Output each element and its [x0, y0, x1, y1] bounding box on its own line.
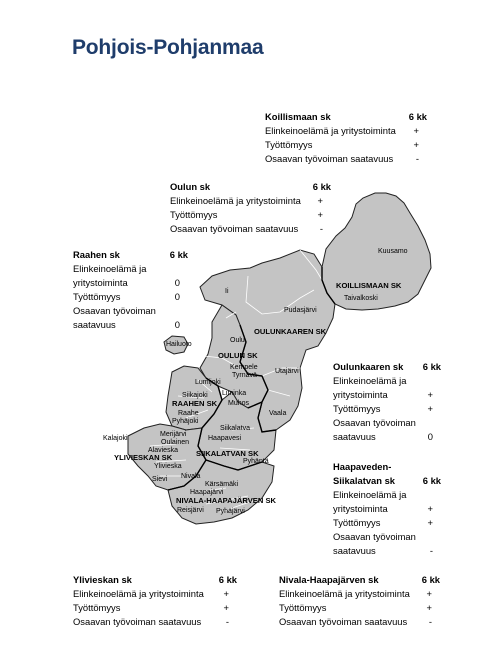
- region-label-raahe: RAAHEN SK: [172, 399, 218, 408]
- indicator-value: +: [426, 602, 432, 613]
- indicator-value: -: [428, 616, 432, 627]
- panel-count: 6 kk: [218, 574, 237, 585]
- municipality-label: Kempele: [230, 364, 258, 371]
- panel-ylivieska: [73, 573, 237, 629]
- indicator-value: +: [427, 503, 433, 514]
- indicator-label: Elinkeinoelämä ja yritystoiminta: [279, 588, 410, 599]
- municipality-label: Utajärvi: [275, 368, 299, 375]
- municipality-label: Oulainen: [161, 439, 190, 446]
- indicator-label: Elinkeinoelämä ja yritystoiminta: [333, 375, 407, 400]
- indicator-value: 0: [174, 277, 180, 288]
- municipality-label: Ii: [225, 288, 229, 295]
- indicator-value: +: [413, 125, 419, 136]
- municipality-label: Haapavesi: [208, 435, 242, 442]
- indicator-label: Työttömyys: [333, 517, 381, 528]
- municipality-label: Hailuoto: [166, 341, 192, 348]
- region-label-ylivieska: YLIVIESKAN SK: [114, 453, 173, 462]
- municipality-label: Lumijoki: [195, 379, 221, 386]
- panel-name: Nivala-Haapajärven sk: [279, 574, 379, 585]
- indicator-value: +: [426, 588, 432, 599]
- panel-count: 6 kk: [421, 574, 440, 585]
- municipality-label: Taivalkoski: [344, 295, 378, 302]
- indicator-value: +: [317, 209, 323, 220]
- indicator-value: +: [427, 403, 433, 414]
- region-label-koillismaa: KOILLISMAAN SK: [336, 281, 402, 290]
- municipality-label: Kalajoki: [103, 435, 128, 442]
- indicator-label: Työttömyys: [170, 209, 218, 220]
- indicator-value: -: [319, 223, 323, 234]
- panel-count: 6 kk: [422, 361, 441, 372]
- indicator-value: +: [317, 195, 323, 206]
- indicator-label: Työttömyys: [279, 602, 327, 613]
- municipality-label: Kärsämäki: [205, 481, 239, 488]
- indicator-value: -: [225, 616, 229, 627]
- indicator-label: Osaavan työvoiman saatavuus: [73, 616, 202, 627]
- indicator-label: Työttömyys: [73, 291, 121, 302]
- region-label-oulunkaari: OULUNKAAREN SK: [254, 327, 327, 336]
- municipality-label: Pyhäjoki: [172, 418, 199, 425]
- municipality-label: Liminka: [222, 390, 247, 397]
- indicator-value: +: [223, 602, 229, 613]
- region-label-siikalatva: SIIKALATVAN SK: [196, 449, 259, 458]
- panel-name: Haapaveden-Siikalatvan sk: [333, 461, 396, 486]
- panel-oulu: [170, 180, 331, 236]
- page-title: Pohjois-Pohjanmaa: [72, 36, 264, 59]
- indicator-label: Osaavan työvoiman saatavuus: [265, 153, 394, 164]
- indicator-label: Elinkeinoelämä ja yritystoiminta: [333, 489, 407, 514]
- municipality-label: Pyhäjärvi: [216, 508, 245, 515]
- indicator-label: Elinkeinoelämä ja yritystoiminta: [73, 588, 204, 599]
- panel-name: Koillismaan sk: [265, 111, 331, 122]
- indicator-label: Työttömyys: [73, 602, 121, 613]
- panel-name: Raahen sk: [73, 249, 120, 260]
- panel-count: 6 kk: [169, 249, 188, 260]
- indicator-label: Työttömyys: [333, 403, 381, 414]
- panel-koillismaa: [265, 110, 427, 166]
- municipality-label: Kuusamo: [378, 248, 408, 255]
- panel-haapavesi: [333, 460, 441, 558]
- indicator-label: Osaavan työvoiman saatavuus: [333, 417, 416, 442]
- indicator-value: -: [415, 153, 419, 164]
- indicator-value: -: [429, 545, 433, 556]
- indicator-label: Elinkeinoelämä ja yritystoiminta: [265, 125, 396, 136]
- municipality-label: Siikalatva: [220, 425, 250, 432]
- panel-name: Oulunkaaren sk: [333, 361, 404, 372]
- panel-oulunkaari: [333, 360, 441, 444]
- municipality-label: Sievi: [152, 476, 168, 483]
- municipality-label: Haapajärvi: [190, 489, 224, 496]
- indicator-value: 0: [427, 431, 433, 442]
- panel-name: Ylivieskan sk: [73, 574, 132, 585]
- panel-raahe: [73, 248, 188, 332]
- region-label-nivala: NIVALA-HAAPAJÄRVEN SK: [176, 496, 276, 505]
- panel-name: Oulun sk: [170, 181, 211, 192]
- panel-count: 6 kk: [408, 111, 427, 122]
- indicator-label: Osaavan työvoiman saatavuus: [333, 531, 416, 556]
- municipality-label: Muhos: [228, 400, 250, 407]
- indicator-label: Osaavan työvoiman saatavuus: [170, 223, 299, 234]
- panel-nivala: [279, 573, 440, 629]
- region-label-oulu: OULUN SK: [218, 351, 258, 360]
- panel-count: 6 kk: [312, 181, 331, 192]
- indicator-value: +: [427, 517, 433, 528]
- municipality-label: Merijärvi: [160, 431, 187, 438]
- indicator-label: Osaavan työvoiman saatavuus: [279, 616, 408, 627]
- indicator-value: +: [413, 139, 419, 150]
- municipality-label: Pudasjärvi: [284, 307, 317, 314]
- region-koillismaa[interactable]: [319, 193, 431, 310]
- municipality-label: Nivala: [181, 473, 201, 480]
- indicator-label: Työttömyys: [265, 139, 313, 150]
- municipality-label: Siikajoki: [182, 392, 208, 399]
- municipality-label: Vaala: [269, 410, 287, 417]
- municipality-label: Tyrnävä: [232, 372, 257, 379]
- municipality-label: Ylivieska: [154, 463, 182, 470]
- municipality-label: Alavieska: [148, 447, 178, 454]
- indicator-value: 0: [174, 319, 180, 330]
- municipality-label: Raahe: [178, 410, 199, 417]
- municipality-label: Oulu: [230, 337, 245, 344]
- indicator-value: +: [223, 588, 229, 599]
- indicator-value: +: [427, 389, 433, 400]
- indicator-value: 0: [174, 291, 180, 302]
- indicator-label: Osaavan työvoiman saatavuus: [73, 305, 156, 330]
- indicator-label: Elinkeinoelämä ja yritystoiminta: [73, 263, 147, 288]
- municipality-label: Pyhäntä: [243, 458, 269, 465]
- indicator-label: Elinkeinoelämä ja yritystoiminta: [170, 195, 301, 206]
- panel-count: 6 kk: [422, 475, 441, 486]
- municipality-label: Reisjärvi: [177, 507, 204, 514]
